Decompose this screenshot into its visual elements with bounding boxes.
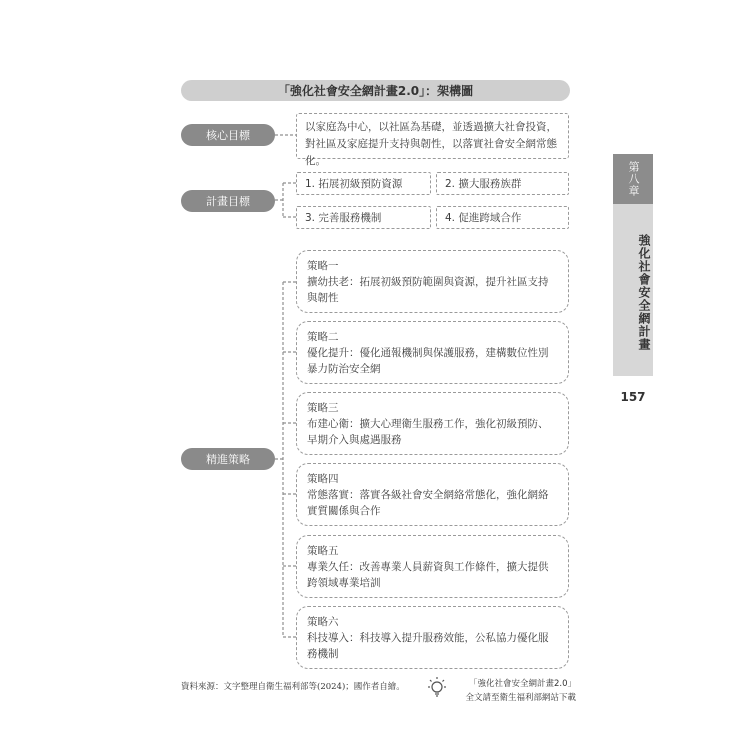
core-goal-box: 以家庭為中心，以社區為基礎，並透過擴大社會投資，對社區及家庭提升支持與韌性，以落實社會安全網常態化。 bbox=[296, 113, 569, 159]
strategy-desc: 布建心衛：擴大心理衛生服務工作，強化初級預防、早期介入與處遇服務 bbox=[307, 418, 549, 446]
category-plan-goals: 計畫目標 bbox=[181, 190, 275, 212]
download-note-line1: 「強化社會安全網計畫2.0」 bbox=[468, 679, 576, 689]
strategy-title: 策略二 bbox=[307, 331, 339, 343]
strategy-title: 策略六 bbox=[307, 616, 339, 628]
plan-goal-3: 3. 完善服務機制 bbox=[296, 206, 431, 229]
strategy-box-6 bbox=[296, 606, 569, 669]
strategy-desc: 專業久任：改善專業人員薪資與工作條件，擴大提供跨領域專業培訓 bbox=[307, 561, 549, 589]
strategy-title: 策略三 bbox=[307, 402, 339, 414]
source-note: 資料來源：文字整理自衛生福利部等(2024)；國作者自繪。 bbox=[181, 682, 405, 692]
strategy-desc: 優化提升：優化通報機制與保護服務，建構數位性別暴力防治安全網 bbox=[307, 347, 549, 375]
strategy-box-3 bbox=[296, 392, 569, 455]
strategy-box-4 bbox=[296, 463, 569, 526]
category-strategies: 精進策略 bbox=[181, 448, 275, 470]
strategy-desc: 常態落實：落實各級社會安全網絡常態化，強化網絡實質關係與合作 bbox=[307, 489, 549, 517]
strategy-desc: 科技導入：科技導入提升服務效能，公私協力優化服務機制 bbox=[307, 632, 549, 660]
page-number: 157 bbox=[620, 390, 646, 404]
strategy-desc: 擴幼扶老：拓展初級預防範圍與資源，提升社區支持與韌性 bbox=[307, 276, 549, 304]
strategy-title: 策略四 bbox=[307, 473, 339, 485]
strategy-box-2 bbox=[296, 321, 569, 384]
plan-goal-1: 1. 拓展初級預防資源 bbox=[296, 172, 431, 195]
strategy-box-5 bbox=[296, 535, 569, 598]
chapter-title: 強化社會安全網計畫 bbox=[637, 233, 651, 351]
category-core-goal: 核心目標 bbox=[181, 124, 275, 146]
download-note-line2: 全文請至衛生福利部網站下載 bbox=[465, 693, 576, 703]
plan-goal-2: 2. 擴大服務族群 bbox=[436, 172, 569, 195]
download-note bbox=[446, 677, 576, 705]
strategy-box-1 bbox=[296, 250, 569, 313]
plan-goal-4: 4. 促進跨域合作 bbox=[436, 206, 569, 229]
diagram-title: 「強化社會安全網計畫2.0」：架構圖 bbox=[181, 80, 570, 101]
lightbulb-icon bbox=[428, 676, 446, 700]
strategy-title: 策略一 bbox=[307, 260, 339, 272]
chapter-label: 第八章 bbox=[613, 154, 653, 204]
strategy-title: 策略五 bbox=[307, 545, 339, 557]
